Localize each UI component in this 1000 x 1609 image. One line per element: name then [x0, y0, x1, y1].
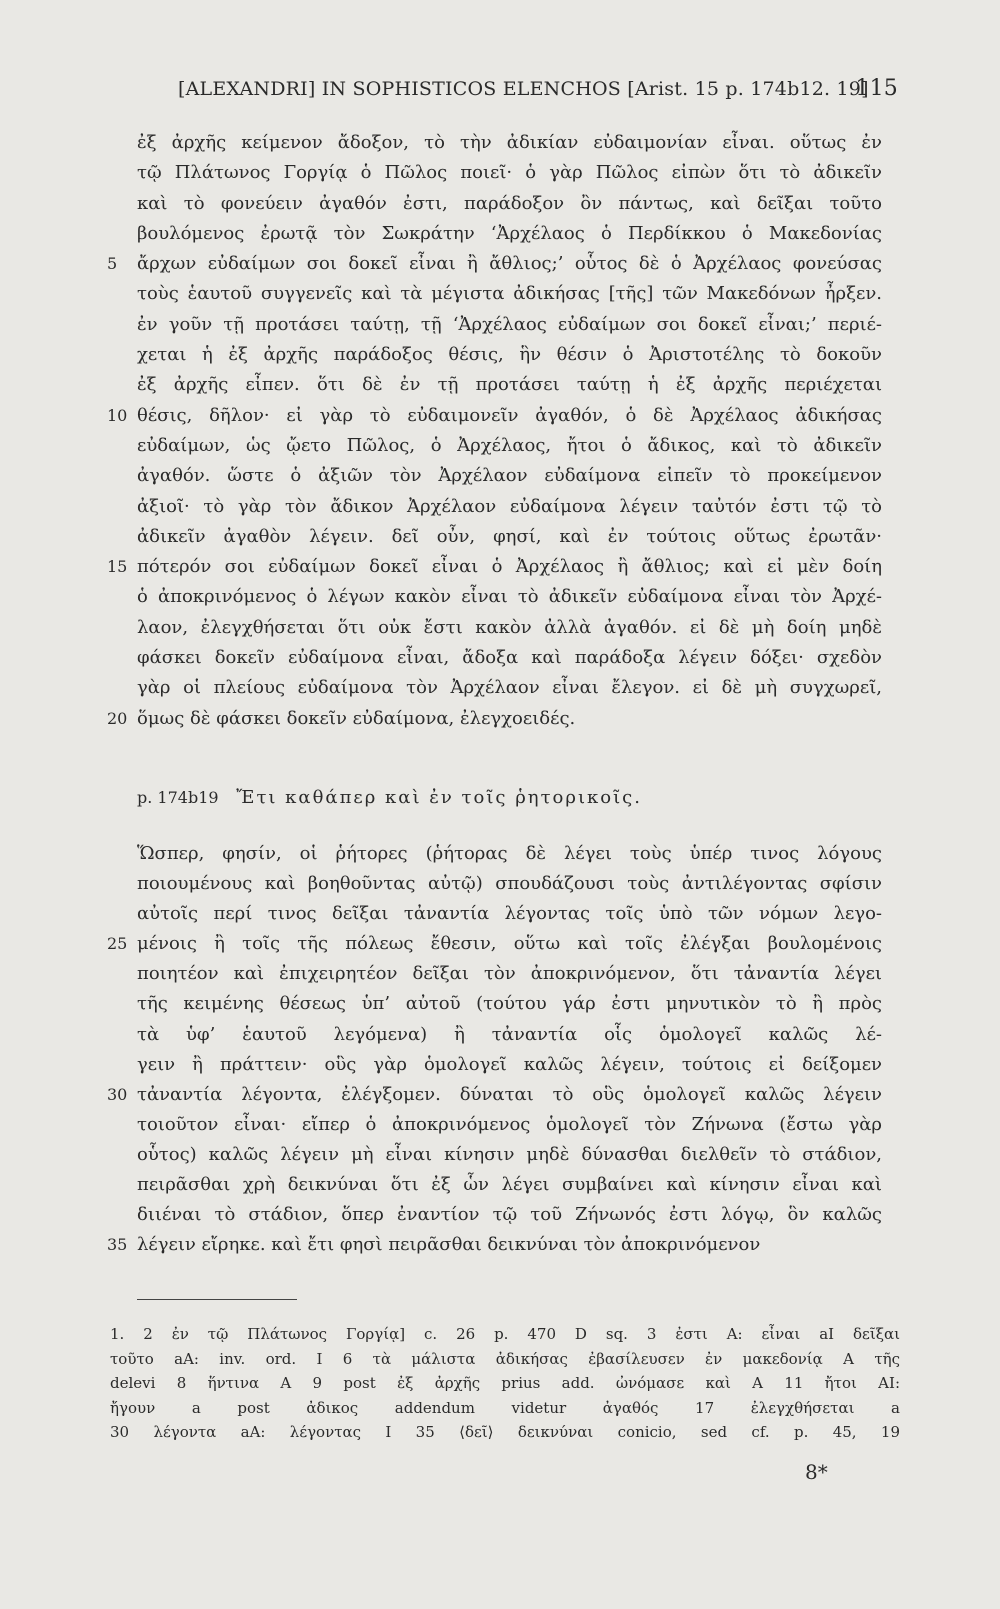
line-text: ἀγαθόν. ὥστε ὁ ἀξιῶν τὸν Ἀρχέλαον εὐδαίμονα εἰπεῖν τὸ προκείμενον — [137, 465, 882, 487]
line-text: πότερόν σοι εὐδαίμων δοκεῖ εἶναι ὁ Ἀρχέλαος ἢ ἄθλιος; καὶ εἰ μὲν δοίη — [137, 556, 882, 578]
line-number: 30 — [107, 1084, 128, 1104]
line-text: λέγειν εἴρηκε. καὶ ἔτι φησὶ πειρᾶσθαι δεικνύναι τὸν ἀποκρινόμενον — [137, 1234, 761, 1256]
line-number: 35 — [107, 1235, 128, 1255]
line-text: τῆς κειμένης θέσεως ὑπ’ αὐτοῦ (τούτου γάρ ἐστι μηνυτικὸν τὸ ἢ πρὸς — [137, 993, 882, 1015]
text-line — [137, 582, 882, 612]
line-text: ὁ ἀποκρινόμενος ὁ λέγων κακὸν εἶναι τὸ ἀδικεῖν εὐδαίμονα εἶναι τὸν Ἀρχέ- — [137, 586, 882, 608]
line-number: 10 — [107, 405, 128, 425]
text-line — [137, 899, 882, 929]
line-number: 20 — [107, 708, 128, 728]
text-line — [107, 1230, 882, 1260]
line-text: τὰ ὑφ’ ἑαυτοῦ λεγόμενα) ἢ τἀναντία οἷς ὁμολογεῖ καλῶς λέ- — [137, 1023, 882, 1045]
line-number: 25 — [107, 934, 128, 954]
main-text-block — [107, 128, 882, 734]
line-text: γειν ἢ πράττειν· οὓς γὰρ ὁμολογεῖ καλῶς λέγειν, τούτοις εἰ δείξομεν — [137, 1053, 882, 1075]
text-line — [107, 929, 882, 959]
line-text: ἄρχων εὐδαίμων σοι δοκεῖ εἶναι ἢ ἄθλιος;’ οὗτος δὲ ὁ Ἀρχέλαος φονεύσας — [137, 253, 882, 275]
section-text-block — [107, 839, 882, 1260]
line-number: 15 — [107, 557, 128, 577]
footnote-line: delevi 8 ἥντινα A 9 post ἐξ ἀρχῆς prius add. ὠνόμασε καὶ A 11 ἤτοι AI: — [110, 1374, 900, 1392]
footnote-line: ἤγουν a post ἀδικος addendum videtur ἀγαθός 17 ἐλεγχθήσεται a — [110, 1398, 900, 1417]
footnote-line: 1. 2 ἐν τῷ Πλάτωνος Γοργίᾳ] c. 26 p. 470 D sq. 3 ἐστι A: εἶναι aI δεῖξαι — [110, 1325, 900, 1343]
text-line — [107, 704, 882, 734]
line-text: ἐν γοῦν τῇ προτάσει ταύτῃ, τῇ ‘Ἀρχέλαος εὐδαίμων σοι δοκεῖ εἶναι;’ περιέ- — [137, 313, 882, 335]
line-text: θέσις, δῆλον· εἰ γὰρ τὸ εὐδαιμονεῖν ἀγαθόν, ὁ δὲ Ἀρχέλαος ἀδικήσας — [137, 404, 882, 426]
line-text: οὗτος) καλῶς λέγειν μὴ εἶναι κίνησιν μηδὲ δύνασθαι διελθεῖν τὸ στάδιον, — [137, 1143, 882, 1165]
text-line — [137, 673, 882, 703]
text-line — [137, 431, 882, 461]
text-line — [137, 1170, 882, 1200]
text-line — [137, 461, 882, 491]
text-line — [107, 401, 882, 431]
line-text: ποιητέον καὶ ἐπιχειρητέον δεῖξαι τὸν ἀποκρινόμενον, ὅτι τἀναντία λέγει — [137, 963, 882, 985]
text-line — [137, 219, 882, 249]
line-text: Ὥσπερ, φησίν, οἱ ῥήτορες (ῥήτορας δὲ λέγει τοὺς ὑπέρ τινος λόγους — [137, 843, 882, 864]
text-line — [137, 492, 882, 522]
text-line — [107, 1080, 882, 1110]
line-text: τῷ Πλάτωνος Γοργίᾳ ὁ Πῶλος ποιεῖ· ὁ γὰρ Πῶλος εἰπὼν ὅτι τὸ ἀδικεῖν — [137, 162, 882, 184]
text-line — [137, 1020, 882, 1050]
running-title: [ALEXANDRI] IN SOPHISTICOS ELENCHOS [Arist. 15 p. 174b12. 19] — [178, 78, 869, 100]
section-heading — [137, 781, 882, 815]
line-text: λαον, ἐλεγχθήσεται ὅτι οὐκ ἔστι κακὸν ἀλλὰ ἀγαθόν. εἰ δὲ μὴ δοίη μηδὲ — [137, 616, 882, 638]
line-text: χεται ἡ ἐξ ἀρχῆς παράδοξος θέσις, ἣν θέσιν ὁ Ἀριστοτέλης τὸ δοκοῦν — [137, 344, 882, 366]
footnote-line: 30 λέγοντα aA: λέγοντας I 35 ⟨δεῖ⟩ δεικνύναι conicio, sed cf. p. 45, 19 — [110, 1423, 900, 1441]
signature-mark: 8* — [805, 1460, 828, 1484]
text-line — [137, 643, 882, 673]
text-line — [137, 279, 882, 309]
text-line — [137, 989, 882, 1019]
text-line — [137, 370, 882, 400]
line-text: αὐτοῖς περί τινος δεῖξαι τἀναντία λέγοντας τοῖς ὑπὸ τῶν νόμων λεγο- — [137, 903, 882, 925]
text-line — [137, 869, 882, 899]
line-text: βουλόμενος ἐρωτᾷ τὸν Σωκράτην ‘Ἀρχέλαος ὁ Περδίκκου ὁ Μακεδονίας — [137, 222, 882, 244]
text-line — [137, 1050, 882, 1080]
text-line — [137, 158, 882, 188]
page-number: 115 — [855, 76, 898, 101]
line-text: φάσκει δοκεῖν εὐδαίμονα εἶναι, ἄδοξα καὶ παράδοξα λέγειν δόξει· σχεδὸν — [137, 647, 882, 669]
text-line — [137, 340, 882, 370]
text-line — [137, 522, 882, 552]
line-text: ἐξ ἀρχῆς εἶπεν. ὅτι δὲ ἐν τῇ προτάσει ταύτῃ ἡ ἐξ ἀρχῆς περιέχεται — [137, 374, 882, 396]
line-text: εὐδαίμων, ὡς ᾤετο Πῶλος, ὁ Ἀρχέλαος, ἤτοι ὁ ἄδικος, καὶ τὸ ἀδικεῖν — [137, 434, 882, 456]
section-lemma: Ἔτι καθάπερ καὶ ἐν τοῖς ῥητορικοῖς. — [236, 787, 642, 808]
footnote-rule — [137, 1299, 297, 1300]
line-number: 5 — [107, 254, 118, 274]
text-line — [107, 249, 882, 279]
text-line — [137, 839, 882, 869]
line-text: διιέναι τὸ στάδιον, ὅπερ ἐναντίον τῷ τοῦ Ζήνωνός ἐστι λόγῳ, ὃν καλῶς — [137, 1204, 882, 1226]
text-line — [137, 1140, 882, 1170]
line-text: ὅμως δὲ φάσκει δοκεῖν εὐδαίμονα, ἐλεγχοειδές. — [137, 707, 576, 729]
line-text: ποιουμένους καὶ βοηθοῦντας αὐτῷ) σπουδάζουσι τοὺς ἀντιλέγοντας σφίσιν — [137, 873, 882, 895]
text-line — [137, 1110, 882, 1140]
line-text: μένοις ἢ τοῖς τῆς πόλεως ἔθεσιν, οὕτω καὶ τοῖς ἐλέγξαι βουλομένοις — [137, 933, 882, 955]
line-text: ἀδικεῖν ἀγαθὸν λέγειν. δεῖ οὖν, φησί, καὶ ἐν τούτοις οὕτως ἐρωτᾶν· — [137, 525, 882, 547]
text-line — [137, 310, 882, 340]
page-header — [178, 78, 898, 108]
text-line — [137, 1200, 882, 1230]
section-reference: p. 174b19 — [137, 788, 219, 807]
text-line — [137, 613, 882, 643]
text-line — [107, 552, 882, 582]
line-text: πειρᾶσθαι χρὴ δεικνύναι ὅτι ἐξ ὧν λέγει συμβαίνει καὶ κίνησιν εἶναι καὶ — [137, 1174, 882, 1196]
line-text: γὰρ οἱ πλείους εὐδαίμονα τὸν Ἀρχέλαον εἶναι ἔλεγον. εἰ δὲ μὴ συγχωρεῖ, — [137, 677, 882, 699]
text-line — [137, 128, 882, 158]
text-line — [137, 189, 882, 219]
apparatus-footnotes — [110, 1322, 900, 1445]
line-text: καὶ τὸ φονεύειν ἀγαθόν ἐστι, παράδοξον ὂν πάντως, καὶ δεῖξαι τοῦτο — [137, 192, 882, 214]
line-text: τἀναντία λέγοντα, ἐλέγξομεν. δύναται τὸ οὓς ὁμολογεῖ καλῶς λέγειν — [137, 1083, 882, 1105]
line-text: τοὺς ἑαυτοῦ συγγενεῖς καὶ τὰ μέγιστα ἀδικήσας [τῆς] τῶν Μακεδόνων ἦρξεν. — [137, 283, 882, 305]
line-text: τοιοῦτον εἶναι· εἴπερ ὁ ἀποκρινόμενος ὁμολογεῖ τὸν Ζήνωνα (ἔστω γὰρ — [137, 1113, 882, 1135]
line-text: ἐξ ἀρχῆς κείμενον ἄδοξον, τὸ τὴν ἀδικίαν εὐδαιμονίαν εἶναι. οὕτως ἐν — [137, 132, 882, 153]
text-line — [137, 959, 882, 989]
line-text: ἀξιοῖ· τὸ γὰρ τὸν ἄδικον Ἀρχέλαον εὐδαίμονα λέγειν ταὐτόν ἐστι τῷ τὸ — [137, 495, 882, 517]
footnote-line: τοῦτο aA: inv. ord. I 6 τὰ μάλιστα ἀδικήσας ἐβασίλευσεν ἐν μακεδονίᾳ A τῆς — [110, 1349, 900, 1368]
commentary-section — [107, 781, 882, 1256]
